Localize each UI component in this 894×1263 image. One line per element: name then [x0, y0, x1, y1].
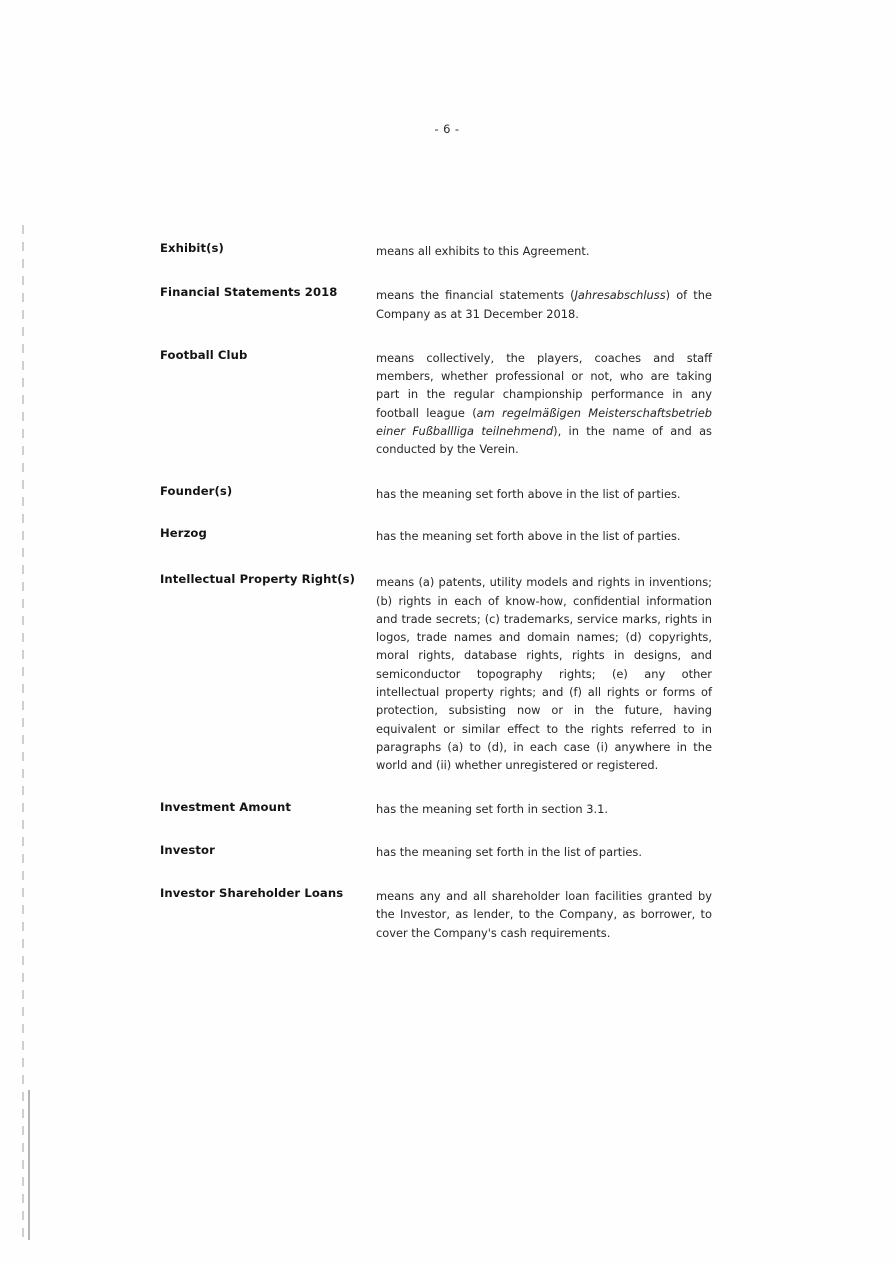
- definition-entry: [160, 525, 712, 545]
- definition-text: means any and all shareholder loan facilities granted by the Investor, as lender, to the Company, as borrower, to cover the Company's cash requirements.: [376, 889, 712, 940]
- definition-entry: [160, 885, 712, 942]
- definition-entry: [160, 347, 712, 459]
- definition-term: Investor: [160, 842, 215, 857]
- definition-term: Herzog: [160, 525, 207, 540]
- definition-entry: [160, 284, 712, 323]
- scan-artifact-left: [22, 225, 24, 1240]
- definition-text: means all exhibits to this Agreement.: [376, 244, 590, 258]
- definition-term: Financial Statements 2018: [160, 285, 338, 300]
- definition-entry: [160, 483, 712, 503]
- definition-term: Investment Amount: [160, 799, 291, 814]
- definition-entry: [160, 240, 712, 260]
- scan-artifact-left-lower: [28, 1090, 30, 1240]
- definition-term: Football Club: [160, 347, 248, 362]
- definition-text: has the meaning set forth above in the list of parties.: [376, 486, 681, 501]
- definitions-list: [160, 240, 712, 942]
- definition-text: has the meaning set forth above in the list of parties.: [376, 528, 681, 543]
- definition-term: Founder(s): [160, 483, 233, 498]
- definition-term: Exhibit(s): [160, 241, 224, 255]
- definition-text: means (a) patents, utility models and rights in inventions; (b) rights in each of know-how, confidential information and trade secrets; (c) trademarks, service marks, rights in logos, trade names and domain names; (d) copyrights, moral rights, database rights, rights in designs, and semiconductor topography rights; (e) any other intellectual property rights; and (f) all rights or forms of protection, subsisting now or in the future, having equivalent or similar effect to the rights referred to in paragraphs (a) to (d), in each case (i) anywhere in the world and (ii) whether unregistered or registered.: [376, 575, 712, 773]
- definition-text: has the meaning set forth in the list of parties.: [376, 844, 642, 859]
- page-number: - 6 -: [434, 122, 460, 136]
- definition-entry: [160, 842, 712, 861]
- definition-entry: [160, 571, 712, 774]
- definition-term: Intellectual Property Right(s): [160, 572, 355, 587]
- definition-text: means collectively, the players, coaches and staff members, whether professional or not, who are taking part in the regular championship performance in any football league (am regelmäßigen Meisterschaftsbetrieb einer Fußballliga teilnehmend), in the name of and as conducted by the Verein.: [376, 350, 712, 457]
- definition-entry: [160, 799, 712, 818]
- definition-text: means the financial statements (Jahresabschluss) of the Company as at 31 December 2018.: [376, 288, 712, 321]
- definition-text: has the meaning set forth in section 3.1.: [376, 801, 608, 816]
- definition-term: Investor Shareholder Loans: [160, 886, 344, 901]
